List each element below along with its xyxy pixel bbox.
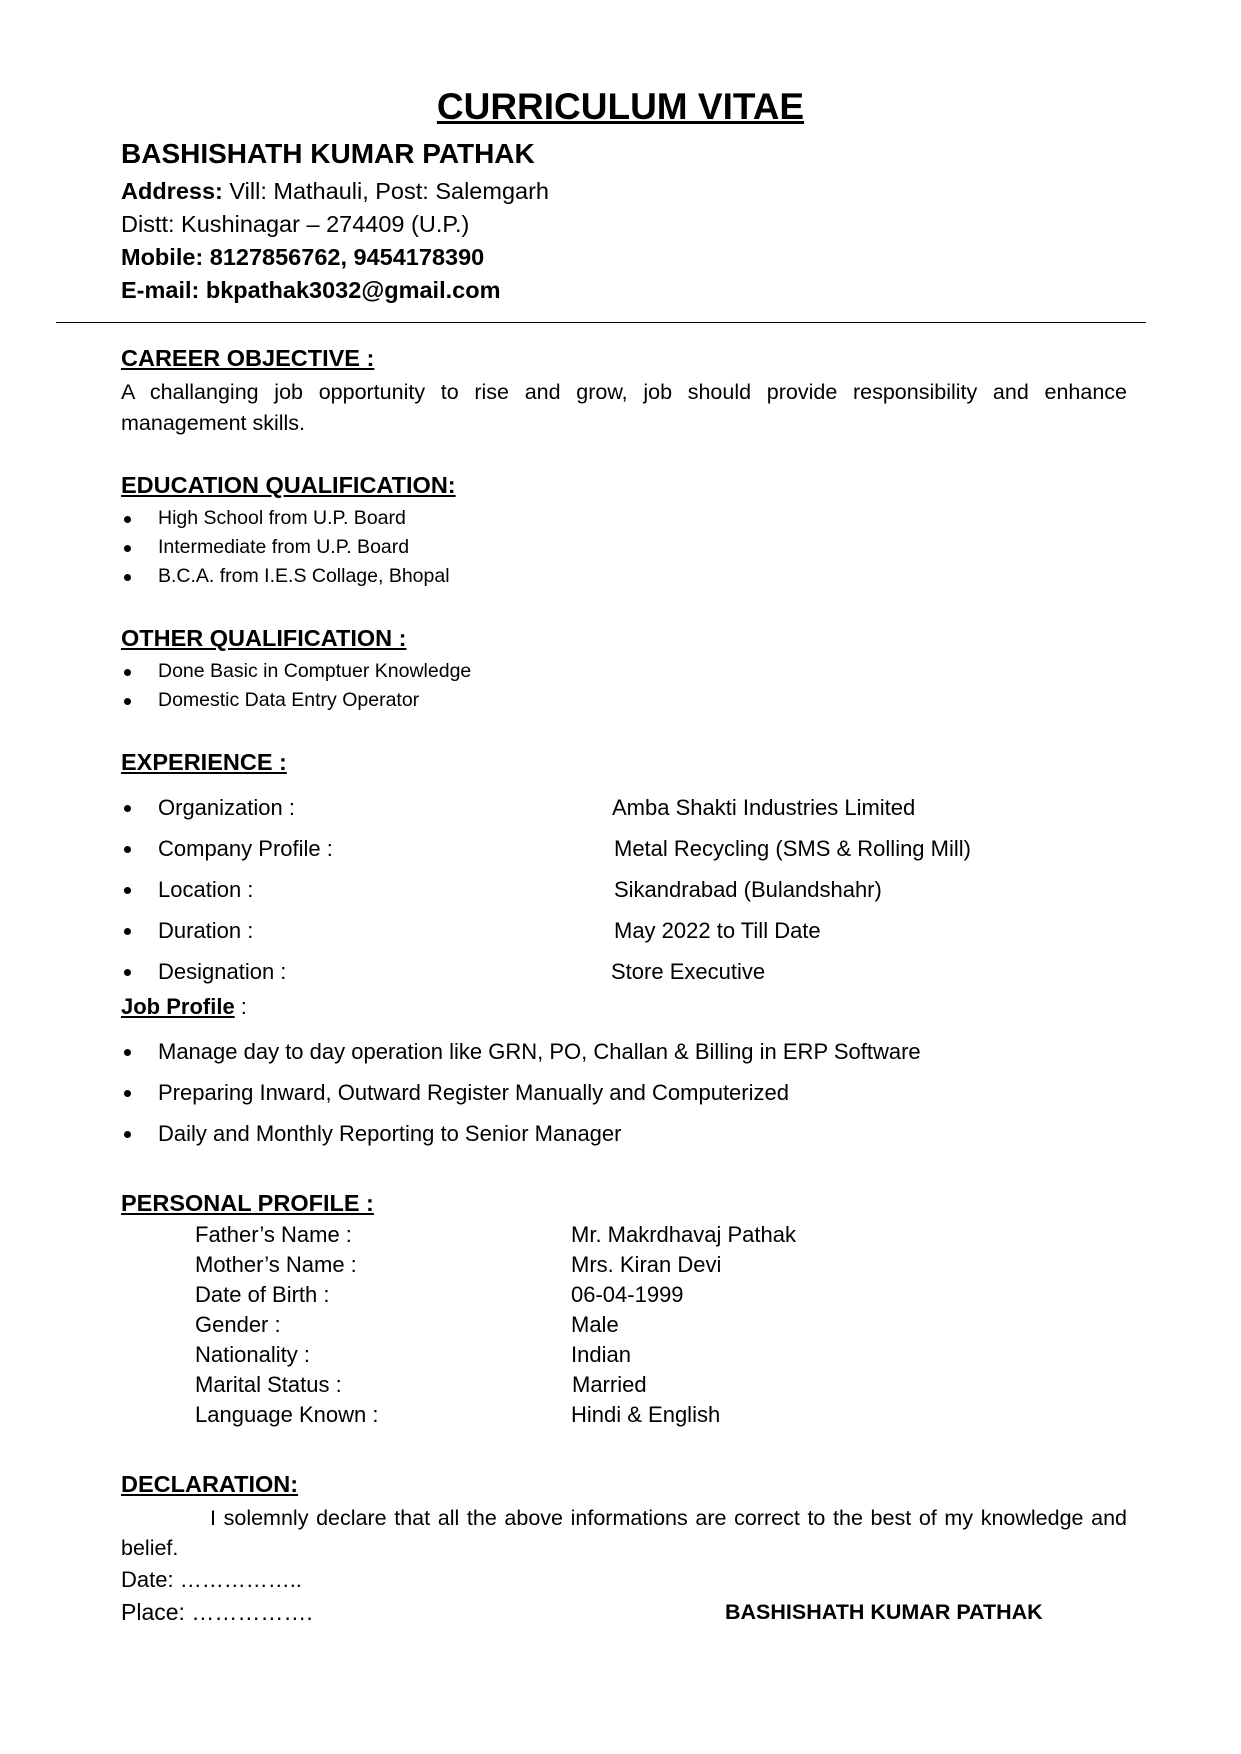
profile-value: Married [572, 1372, 647, 1397]
list-item: Domestic Data Entry Operator [121, 686, 471, 715]
list-item: Daily and Monthly Reporting to Senior Manager [121, 1113, 921, 1154]
email-line: E-mail: bkpathak3032@gmail.com [121, 277, 501, 303]
candidate-name: BASHISHATH KUMAR PATHAK [121, 138, 535, 169]
header-divider [56, 322, 1146, 323]
address-label: Address: [121, 178, 223, 204]
address-value: Vill: Mathauli, Post: Salemgarh [229, 178, 549, 204]
profile-label: Nationality : [195, 1342, 310, 1367]
profile-value: Mr. Makrdhavaj Pathak [571, 1222, 796, 1247]
declaration-text: I solemnly declare that all the above informations are correct to the best of my knowledge and belief. [121, 1506, 1127, 1560]
profile-label: Gender : [195, 1312, 281, 1337]
experience-value: Amba Shakti Industries Limited [612, 795, 916, 820]
job-profile-colon: : [234, 994, 247, 1019]
experience-label: Location : [158, 877, 254, 902]
profile-value: 06-04-1999 [571, 1282, 684, 1307]
list-item: B.C.A. from I.E.S Collage, Bhopal [121, 562, 450, 591]
experience-value: Store Executive [611, 959, 766, 984]
experience-row [121, 910, 821, 951]
address-line-2: Distt: Kushinagar – 274409 (U.P.) [121, 211, 470, 237]
list-item: Manage day to day operation like GRN, PO, Challan & Billing in ERP Software [121, 1031, 921, 1072]
address-line-1 [121, 178, 549, 205]
experience-row [121, 951, 766, 992]
career-objective-text: A challanging job opportunity to rise and grow, job should provide responsibility and enhance management skills. [121, 380, 1127, 435]
other-qualification-heading: OTHER QUALIFICATION : [121, 625, 407, 651]
profile-label: Mother’s Name : [195, 1252, 357, 1277]
experience-label: Designation : [158, 959, 287, 984]
declaration-place: Place: ……………. [121, 1599, 313, 1625]
list-item: Intermediate from U.P. Board [121, 533, 450, 562]
experience-label: Organization : [158, 795, 295, 820]
experience-row [121, 869, 882, 910]
declaration-date: Date: …………….. [121, 1567, 302, 1592]
signature-name: BASHISHATH KUMAR PATHAK [725, 1600, 1043, 1624]
experience-row [121, 828, 971, 869]
list-item: High School from U.P. Board [121, 504, 450, 533]
experience-value: May 2022 to Till Date [614, 918, 821, 943]
job-profile-line [121, 994, 247, 1020]
profile-label: Marital Status : [195, 1372, 342, 1397]
profile-value: Mrs. Kiran Devi [571, 1252, 722, 1277]
job-profile-list [121, 1031, 921, 1154]
profile-value: Hindi & English [571, 1402, 721, 1427]
document-title: CURRICULUM VITAE [436, 86, 805, 127]
experience-value: Metal Recycling (SMS & Rolling Mill) [614, 836, 971, 861]
other-qualification-list [121, 657, 471, 715]
career-objective-heading: CAREER OBJECTIVE : [121, 345, 375, 371]
education-list [121, 504, 450, 591]
experience-heading: EXPERIENCE : [121, 749, 287, 775]
declaration-heading: DECLARATION: [121, 1471, 299, 1497]
education-heading: EDUCATION QUALIFICATION: [121, 472, 456, 498]
profile-value: Male [571, 1312, 619, 1337]
job-profile-label: Job Profile [121, 994, 235, 1019]
profile-label: Language Known : [195, 1402, 379, 1427]
mobile-line: Mobile: 8127856762, 9454178390 [121, 244, 485, 270]
profile-label: Father’s Name : [195, 1222, 352, 1247]
experience-value: Sikandrabad (Bulandshahr) [614, 877, 882, 902]
experience-row [121, 787, 916, 828]
experience-label: Duration : [158, 918, 254, 943]
experience-list [121, 787, 971, 992]
profile-value: Indian [571, 1342, 631, 1367]
list-item: Done Basic in Comptuer Knowledge [121, 657, 471, 686]
experience-label: Company Profile : [158, 836, 333, 861]
list-item: Preparing Inward, Outward Register Manually and Computerized [121, 1072, 921, 1113]
personal-profile-heading: PERSONAL PROFILE : [121, 1190, 374, 1216]
profile-label: Date of Birth : [195, 1282, 330, 1307]
